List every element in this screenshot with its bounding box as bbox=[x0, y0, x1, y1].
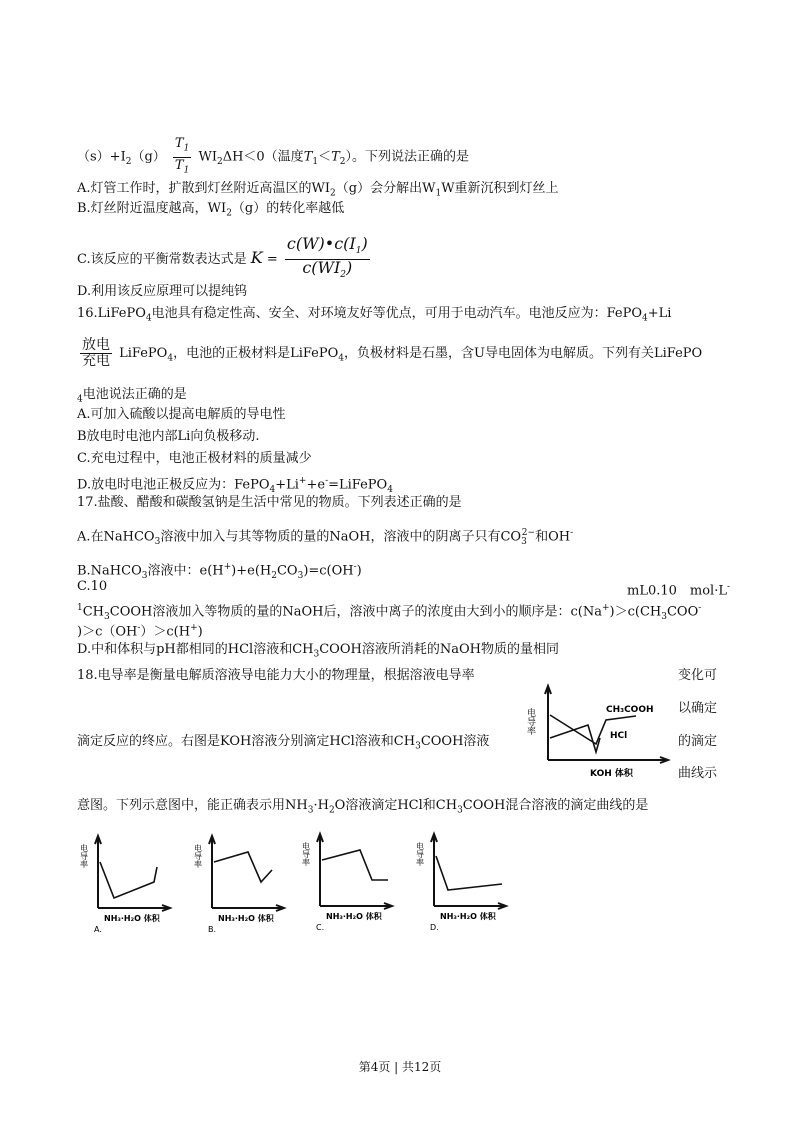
choice-b-curve bbox=[214, 852, 272, 882]
ref-y-label: 电导率 bbox=[525, 708, 535, 735]
choice-a-y-label: 电导率 bbox=[79, 844, 89, 868]
page-footer: 第4页 | 共12页 bbox=[358, 1060, 442, 1074]
choice-b-y-label: 电导率 bbox=[193, 844, 203, 868]
ref-label-ch3cooh: CH₃COOH bbox=[606, 705, 654, 715]
q18-stem-line2: 滴定反应的终应。右图是KOH溶液分别滴定HCl溶液和$CH_3COOH$溶液 bbox=[77, 734, 490, 752]
q16-option-b: B放电时电池内部Li向负极移动. bbox=[77, 429, 260, 444]
choice-c-curve bbox=[322, 850, 388, 880]
equilibrium-constant-fraction: $\frac{c(W)•c(I_1)}{c(WI_2)}$ bbox=[286, 234, 368, 281]
q18-side-text-1: 变化可 bbox=[678, 668, 718, 683]
ref-curve-hcl bbox=[550, 725, 600, 752]
q17-option-c-right: mL0.10 mol·L- bbox=[627, 582, 731, 599]
choice-d-letter: D. bbox=[430, 923, 439, 932]
q15-option-b: B.灯丝附近温度越高，$WI_2(g)$的转化率越低 bbox=[77, 201, 345, 219]
q18-side-text-4: 曲线示 bbox=[678, 766, 718, 781]
q16-option-c: C.充电过程中，电池正极材料的质量减少 bbox=[77, 451, 312, 466]
choice-c-letter: C. bbox=[316, 923, 325, 932]
q17-option-c-line3: )＞c（OH-）＞c(H+) bbox=[77, 623, 203, 640]
q15-option-d: D.利用该反应原理可以提纯钨 bbox=[77, 284, 248, 299]
q16-stem-line2: $\frac{\text{放电}}{\text{充电}}$ LiFePO$_4$，电池的正极材料是LiFePO$_4$，负极材料是石墨，含U导电固体为电解质。下列有关LiFePO bbox=[82, 337, 703, 369]
ref-x-label: KOH 体积 bbox=[590, 769, 633, 779]
choice-b-letter: B. bbox=[208, 925, 217, 934]
choice-d-figure bbox=[415, 828, 513, 933]
q16-option-a: A.可加入硫酸以提高电解质的导电性 bbox=[77, 407, 286, 422]
q18-side-text-2: 以确定 bbox=[678, 701, 718, 716]
q17-option-d: D.中和体积与pH都相同的HCl溶液和$CH_3COOH$溶液所消耗的NaOH物质的量相同 bbox=[77, 642, 559, 660]
q17-option-b: B.NaHCO$_3$溶液中：$e(H^+)+e(H_2CO_3)=c(OH^-)$ bbox=[77, 562, 362, 581]
q16-option-d: D.放电时电池正极反应为：FePO$_4$+Li++e-=LiFePO$_4$ bbox=[77, 476, 393, 495]
q16-stem-line3: $_4$电池说法正确的是 bbox=[77, 387, 187, 405]
reaction-arrow: $\frac{\text{放电}}{\text{充电}}$ bbox=[82, 337, 110, 369]
q18-stem-line3: 意图。下列示意图中，能正确表示用$NH_3\cdot H_2O$溶液滴定HCl和$CH_3COOH$混合溶液的滴定曲线的是 bbox=[77, 798, 649, 816]
q17-option-c-left: C.10 bbox=[77, 579, 108, 594]
q17-option-a: A.在NaHCO$_3$溶液中加入与其等物质的量的NaOH，溶液中的阴离子只有$CO_3^{2-}$和OH- bbox=[77, 528, 574, 547]
ref-label-hcl: HCl bbox=[610, 731, 628, 741]
q17-stem: 17.盐酸、醋酸和碳酸氢钠是生活中常见的物质。下列表述正确的是 bbox=[77, 495, 462, 510]
choice-c-figure bbox=[301, 828, 399, 933]
q16-stem-line1: 16.LiFePO$_4$电池具有稳定性高、安全、对环境友好等优点，可用于电动汽车。电池反应为：FePO$_4$+Li bbox=[77, 306, 672, 324]
choice-d-curve bbox=[436, 856, 502, 890]
choice-c-y-label: 电导率 bbox=[301, 842, 311, 866]
q17-option-c-line2: $^1CH_3COOH$溶液加入等物质的量的NaOH后，溶液中离子的浓度由大到小的顺序是：$c(Na^+)>c(CH_3COO^-$ bbox=[77, 603, 702, 622]
choice-a-letter: A. bbox=[94, 925, 102, 934]
q15-option-a: A.灯管工作时，扩散到灯丝附近高温区的$WI_2(g)$会分解出$W_1W$重新沉积到灯丝上 bbox=[77, 181, 559, 199]
reference-titration-figure bbox=[525, 680, 678, 780]
q18-side-text-3: 的滴定 bbox=[678, 734, 718, 749]
choice-d-y-label: 电导率 bbox=[415, 842, 425, 866]
choice-d-x-label: NH₃·H₂O 体积 bbox=[440, 912, 496, 921]
choice-a-figure bbox=[79, 830, 177, 935]
choice-b-x-label: NH₃·H₂O 体积 bbox=[218, 914, 274, 923]
choice-a-x-label: NH₃·H₂O 体积 bbox=[104, 914, 160, 923]
choice-a-curve bbox=[100, 862, 157, 898]
q15-option-c: C.该反应的平衡常数表达式是 K = $\frac{c(W)•c(I_1)}{c(WI_2)}$ bbox=[77, 236, 373, 283]
q18-stem-line1: 18.电导率是衡量电解质溶液导电能力大小的物理量，根据溶液电导率 bbox=[77, 668, 475, 683]
choice-c-x-label: NH₃·H₂O 体积 bbox=[326, 912, 382, 921]
temperature-fraction: $\frac{T_1}{T_1}$ bbox=[174, 136, 190, 176]
q15-equation: $(s)+I_2(g)$ $\frac{T_1}{T_1}$ $WI_2\Delta H<0$（温度$T_1<T_2$）。下列说法正确的是 bbox=[77, 136, 469, 178]
choice-b-figure bbox=[193, 830, 291, 935]
